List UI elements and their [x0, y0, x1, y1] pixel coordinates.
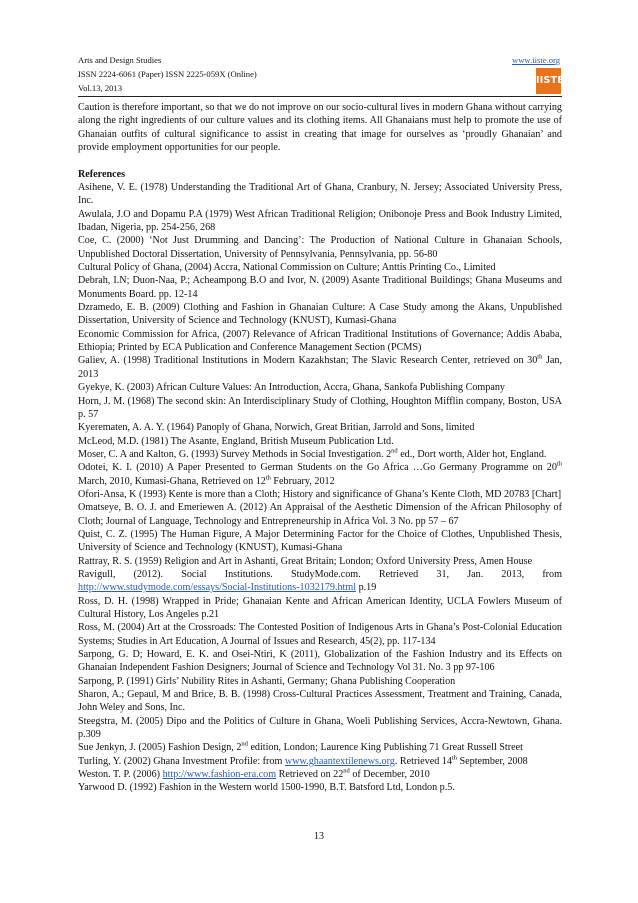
reference-entry: Quist, C. Z. (1995) The Human Figure, A Major Determining Factor for the Choice of Clothes, Unpublished Thesis, University of Science and Technology (KNUST), Kumasi-Ghana	[78, 528, 562, 554]
issn-line: ISSN 2224-6061 (Paper) ISSN 2225-059X (Online)	[78, 69, 257, 79]
intro-paragraph: Caution is therefore important, so that we do not improve on our socio-cultural lives in modern Ghana without carrying along the right ingredients of our culture values and its clothing items. All Ghanaians must help to promote the use of Ghanaian outfits of cultural significance to assist in creating that image for ourselves as ‘proudly Ghanaian’ and provide employment opportunities for our people.	[78, 102, 562, 154]
reference-entry: Cultural Policy of Ghana, (2004) Accra, National Commission on Culture; Anttis Printing Co., Limited	[78, 262, 496, 274]
reference-link[interactable]: http://www.studymode.com/essays/Social-Institutions-1032179.html	[78, 582, 357, 594]
reference-entry: Moser, C. A and Kalton, G. (1993) Survey Methods in Social Investigation. 2nd ed., Dort worth, Alder hot, England.	[78, 447, 547, 460]
references-heading: References	[78, 168, 126, 180]
reference-entry: Sarpong, G. D; Howard, E. K. and Osei-Ntiri, K (2011), Globalization of the Fashion Industry and its Effects on Ghanaian Independent Fashion Designers; Journal of Science and Technology Vol 31. No. 3 pp 97-106	[78, 649, 562, 674]
reference-entry: Kyerematen, A. A. Y. (1964) Panoply of Ghana, Norwich, Great Britian, Jarrold and Sons, limited	[78, 422, 475, 434]
iiste-logo: IISTE	[536, 68, 561, 94]
page-number: 13	[314, 831, 324, 842]
reference-entry: Asihene, V. E. (1978) Understanding the Traditional Art of Ghana, Cranbury, N. Jersey; Associated University Press, Inc.	[78, 182, 562, 207]
reference-entry: Gyekye, K. (2003) African Culture Values: An Introduction, Accra, Ghana, Sankofa Publishing Company	[78, 382, 505, 394]
reference-entry: Ross, M. (2004) Art at the Crossroads: The Contested Position of Indigenous Arts in Ghana’s Post-Colonial Education Systems; Studies in Art Education, A Journal of Issues and Research, 45(2), pp. 117-134	[78, 622, 562, 647]
journal-name: Arts and Design Studies	[78, 55, 162, 65]
reference-entry: Sue Jenkyn, J. (2005) Fashion Design, 2nd edition, London; Laurence King Publishing 71 Great Russell Street	[78, 741, 523, 754]
reference-entry: Galiev, A. (1998) Traditional Institutions in Modern Kazakhstan; The Slavic Research Center, retrieved on 30th Jan, 2013	[78, 354, 563, 380]
reference-entry: Ravigull, (2012). Social Institutions. StudyMode.com. Retrieved 31, Jan. 2013, from http://www.studymode.com/essays/Social-Institutions-1032179.html p.19	[78, 568, 562, 594]
reference-entry: Coe, C. (2000) ‘Not Just Drumming and Dancing’: The Production of National Culture in Ghanaian Schools, Unpublished Doctoral Dissertation, University of Pennsylvania, Pennsylvania, pp. 56-80	[78, 235, 562, 260]
reference-entry: Weston. T. P. (2006) http://www.fashion-era.com Retrieved on 22nd of December, 2010	[78, 767, 430, 781]
reference-entry: Yarwood D. (1992) Fashion in the Western world 1500-1990, B.T. Batsford Ltd, London p.5.	[78, 782, 455, 794]
reference-link[interactable]: www.ghaantextilenews.org	[284, 755, 395, 767]
reference-entry: McLeod, M.D. (1981) The Asante, England, British Museum Publication Ltd.	[78, 435, 394, 447]
volume-line: Vol.13, 2013	[78, 83, 123, 93]
reference-entry: Awulala, J.O and Dopamu P.A (1979) West African Traditional Religion; Onibonoje Press and Book Industry Limited, Ibadan, Nigeria, pp. 254-256, 268	[78, 208, 562, 234]
reference-entry: Turling, Y. (2002) Ghana Investment Profile: from www.ghaantextilenews.org. Retrieved 14th September, 2008	[78, 754, 528, 767]
reference-entry: Rattray, R. S. (1959) Religion and Art in Ashanti, Great Britain; London; Oxford University Press, Amen House	[78, 555, 533, 567]
reference-entry: Odotei, K. I. (2010) A Paper Presented to German Students on the Go Africa …Go Germany Programme on 20th March, 2010, Kumasi-Ghana, Retrieved on 12th February, 2012	[78, 460, 562, 487]
journal-url-link[interactable]: www.iiste.org	[512, 55, 560, 65]
reference-entry: Steegstra, M. (2005) Dipo and the Politics of Culture in Ghana, Woeli Publishing Services, Accra-Newtown, Ghana. p.309	[78, 715, 562, 741]
reference-entry: Debrah, I.N; Duon-Naa, P.; Acheampong B.O and Ivor, N. (2009) Asante Traditional Buildings; Ghana Museums and Monuments Board. pp. 12-14	[78, 275, 562, 300]
reference-entry: Horn, J. M. (1968) The second skin: An Interdisciplinary Study of Clothing, Houghton Mifflin company, Boston, USA p. 57	[78, 395, 562, 420]
reference-entry: Sharon, A.; Gepaul, M and Brice, B. B. (1998) Cross-Cultural Practices Assessment, Treatment and Training, Canada, John Weley and Sons, Inc.	[78, 689, 562, 714]
reference-link[interactable]: http://www.fashion-era.com	[162, 769, 277, 781]
reference-entry: Dzramedo, E. B. (2009) Clothing and Fashion in Ghanaian Culture: A Case Study among the Akans, Unpublished Dissertation, University of Science and Technology (KNUST), Kumasi-Ghana	[78, 302, 562, 327]
reference-entry: Economic Commission for Africa, (2007) Relevance of African Traditional Institutions of Governance; Addis Ababa, Ethiopia; Printed by ECA Publication and Conference Management Section (PCMS)	[78, 328, 562, 354]
reference-entry: Omatseye, B. O. J. and Emeriewen A. (2012) An Appraisal of the Aesthetic Dimension of the African Philosophy of Cloth; Journal of Language, Technology and Entrepreneurship in Africa Vol. 3 No. pp 57 – 67	[78, 502, 562, 527]
reference-entry: Ofori-Ansa, K (1993) Kente is more than a Cloth; History and significance of Ghana’s Kente Cloth, MD 20783 [Chart]	[78, 488, 562, 500]
page-body	[78, 101, 562, 795]
header-rule	[78, 96, 562, 97]
reference-entry: Ross, D. H. (1998) Wrapped in Pride; Ghanaian Kente and African American Identity, UCLA Fowlers Museum of Cultural History, Los Angeles p.21	[78, 595, 562, 621]
reference-list	[78, 181, 562, 795]
reference-entry: Sarpong, P. (1991) Girls’ Nubility Rites in Ashanti, Germany; Ghana Publishing Cooperation	[78, 675, 456, 687]
journal-header	[78, 53, 560, 95]
